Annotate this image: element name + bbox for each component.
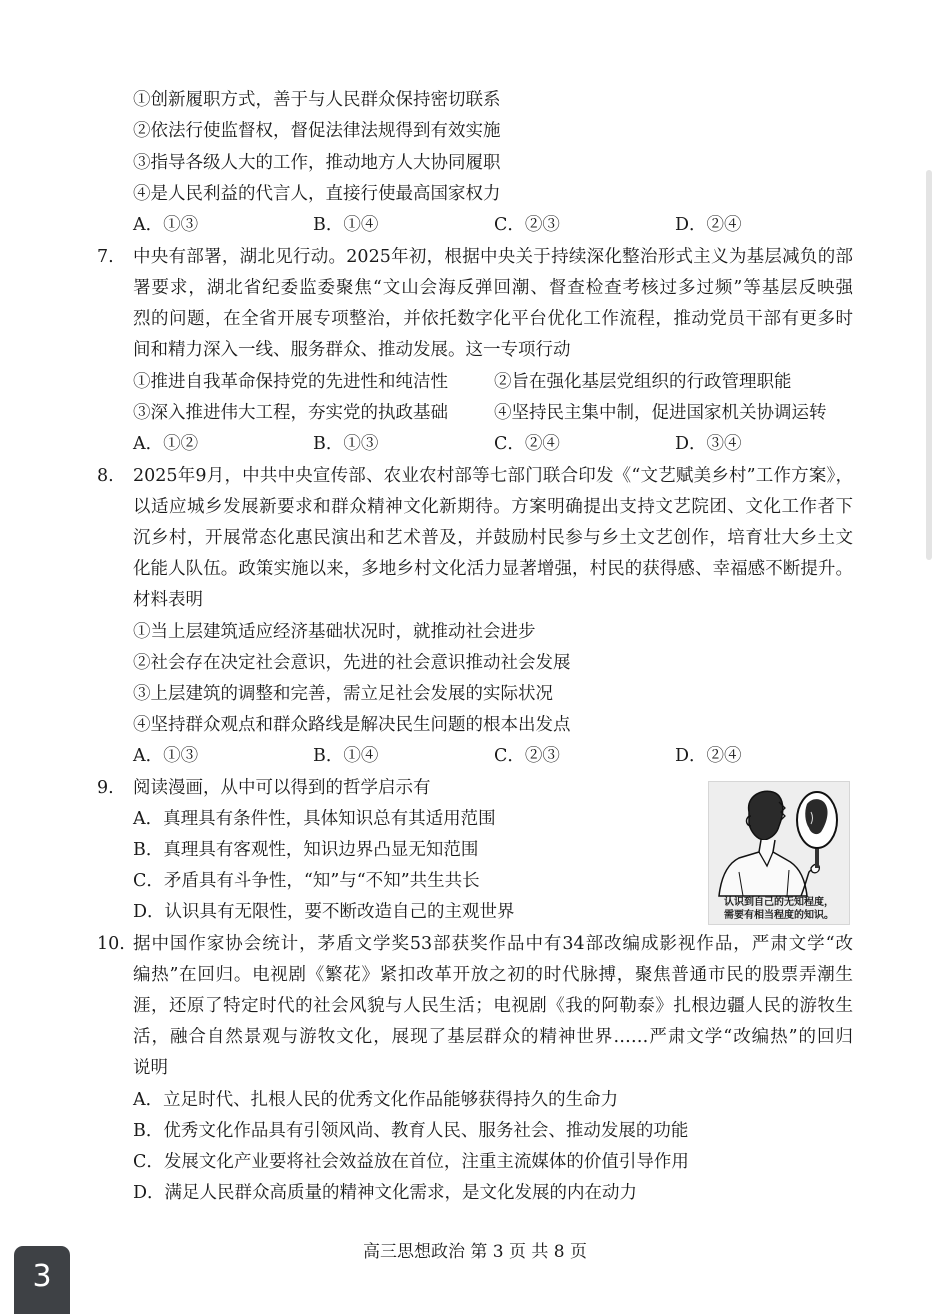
q8-statement-1: ①当上层建筑适应经济基础状况时，就推动社会进步 xyxy=(133,622,536,642)
page-footer: 高三思想政治 第 3 页 共 8 页 xyxy=(362,1242,588,1262)
q10-option-d: D．满足人民群众高质量的精神文化需求，是文化发展的内在动力 xyxy=(133,1183,638,1203)
q7-stem-line-2: 署要求，湖北省纪委监委聚焦“文山会海反弹回潮、督查检查考核过多过频”等基层反映强 xyxy=(133,278,853,298)
q10-option-b: B．优秀文化作品具有引领风尚、教育人民、服务社会、推动发展的功能 xyxy=(133,1121,689,1141)
q8-statement-3: ③上层建筑的调整和完善，需立足社会发展的实际状况 xyxy=(133,684,553,704)
q8-option-d: D．②④ xyxy=(675,746,742,766)
q9-option-b: B．真理具有客观性，知识边界凸显无知范围 xyxy=(133,840,479,860)
q9-option-c: C．矛盾具有斗争性，“知”与“不知”共生共长 xyxy=(133,871,480,891)
q10-stem-line-5: 说明 xyxy=(133,1058,168,1078)
q7-option-b: B．①③ xyxy=(313,434,379,454)
q6-option-a: A．①③ xyxy=(133,215,199,235)
q7-statement-4: ④坚持民主集中制，促进国家机关协调运转 xyxy=(494,403,827,423)
page-number-tab[interactable]: 3 xyxy=(14,1246,70,1314)
q8-number: 8. xyxy=(97,466,114,486)
q7-option-d: D．③④ xyxy=(675,434,742,454)
q9-stem: 阅读漫画，从中可以得到的哲学启示有 xyxy=(133,778,431,798)
q7-statement-2: ②旨在强化基层党组织的行政管理职能 xyxy=(494,372,792,392)
q8-stem-line-4: 化能人队伍。政策实施以来，多地乡村文化活力显著增强，村民的获得感、幸福感不断提升。 xyxy=(133,559,853,579)
q9-option-a: A．真理具有条件性，具体知识总有其适用范围 xyxy=(133,809,496,829)
q10-stem-line-2: 编热”在回归。电视剧《繁花》紧扣改革开放之初的时代脉搏，聚焦普通市民的股票弄潮生 xyxy=(133,965,853,985)
q10-stem-line-1: 据中国作家协会统计，茅盾文学奖53部获奖作品中有34部改编成影视作品，严肃文学“改 xyxy=(133,934,853,954)
comic-illustration xyxy=(708,781,850,925)
q8-option-a: A．①③ xyxy=(133,746,199,766)
q8-stem-line-5: 材料表明 xyxy=(133,590,203,610)
q7-statement-1: ①推进自我革命保持党的先进性和纯洁性 xyxy=(133,372,448,392)
comic-drawing xyxy=(709,782,849,898)
q6-statement-4: ④是人民利益的代言人，直接行使最高国家权力 xyxy=(133,184,501,204)
q6-statement-2: ②依法行使监督权，督促法律法规得到有效实施 xyxy=(133,121,501,141)
q6-statement-3: ③指导各级人大的工作，推动地方人大协同履职 xyxy=(133,153,501,173)
q6-option-b: B．①④ xyxy=(313,215,379,235)
q8-stem-line-1: 2025年9月，中共中央宣传部、农业农村部等七部门联合印发《“文艺赋美乡村”工作方案》， xyxy=(133,466,853,486)
q8-option-b: B．①④ xyxy=(313,746,379,766)
q10-option-a: A．立足时代、扎根人民的优秀文化作品能够获得持久的生命力 xyxy=(133,1090,619,1110)
comic-caption-line-2: 需要有相当程度的知识。 xyxy=(724,910,834,921)
q10-option-c: C．发展文化产业要将社会效益放在首位，注重主流媒体的价值引导作用 xyxy=(133,1152,689,1172)
q8-stem-line-2: 以适应城乡发展新要求和群众精神文化新期待。方案明确提出支持文艺院团、文化工作者下 xyxy=(133,497,853,517)
q10-stem-line-4: 活，融合自然景观与游牧文化，展现了基层群众的精神世界……严肃文学“改编热”的回归 xyxy=(133,1027,853,1047)
q9-option-d: D．认识具有无限性，要不断改造自己的主观世界 xyxy=(133,902,515,922)
q7-stem-line-3: 烈的问题，在全省开展专项整治，并依托数字化平台优化工作流程，推动党员干部有更多时 xyxy=(133,309,853,329)
q10-stem-line-3: 涯，还原了特定时代的社会风貌与人民生活；电视剧《我的阿勒泰》扎根边疆人民的游牧生 xyxy=(133,996,853,1016)
q8-statement-4: ④坚持群众观点和群众路线是解决民生问题的根本出发点 xyxy=(133,715,571,735)
q7-stem-line-1: 中央有部署，湖北见行动。2025年初，根据中央关于持续深化整治形式主义为基层减负的部 xyxy=(133,247,853,267)
q7-stem-line-4: 间和精力深入一线、服务群众、推动发展。这一专项行动 xyxy=(133,340,571,360)
q6-statement-1: ①创新履职方式，善于与人民群众保持密切联系 xyxy=(133,90,501,110)
q8-stem-line-3: 沉乡村，开展常态化惠民演出和艺术普及，并鼓励村民参与乡土文艺创作，培育壮大乡土文 xyxy=(133,528,853,548)
comic-caption-line-1: 认识到自己的无知程度， xyxy=(724,897,834,908)
scrollbar-thumb[interactable] xyxy=(926,170,932,560)
q7-option-c: C．②④ xyxy=(494,434,560,454)
q7-option-a: A．①② xyxy=(133,434,199,454)
q7-statement-3: ③深入推进伟大工程，夯实党的执政基础 xyxy=(133,403,448,423)
q6-option-c: C．②③ xyxy=(494,215,560,235)
q8-option-c: C．②③ xyxy=(494,746,560,766)
q7-number: 7. xyxy=(97,247,114,267)
q9-number: 9. xyxy=(97,778,114,798)
q10-number: 10. xyxy=(97,934,125,954)
q8-statement-2: ②社会存在决定社会意识，先进的社会意识推动社会发展 xyxy=(133,653,571,673)
q6-option-d: D．②④ xyxy=(675,215,742,235)
